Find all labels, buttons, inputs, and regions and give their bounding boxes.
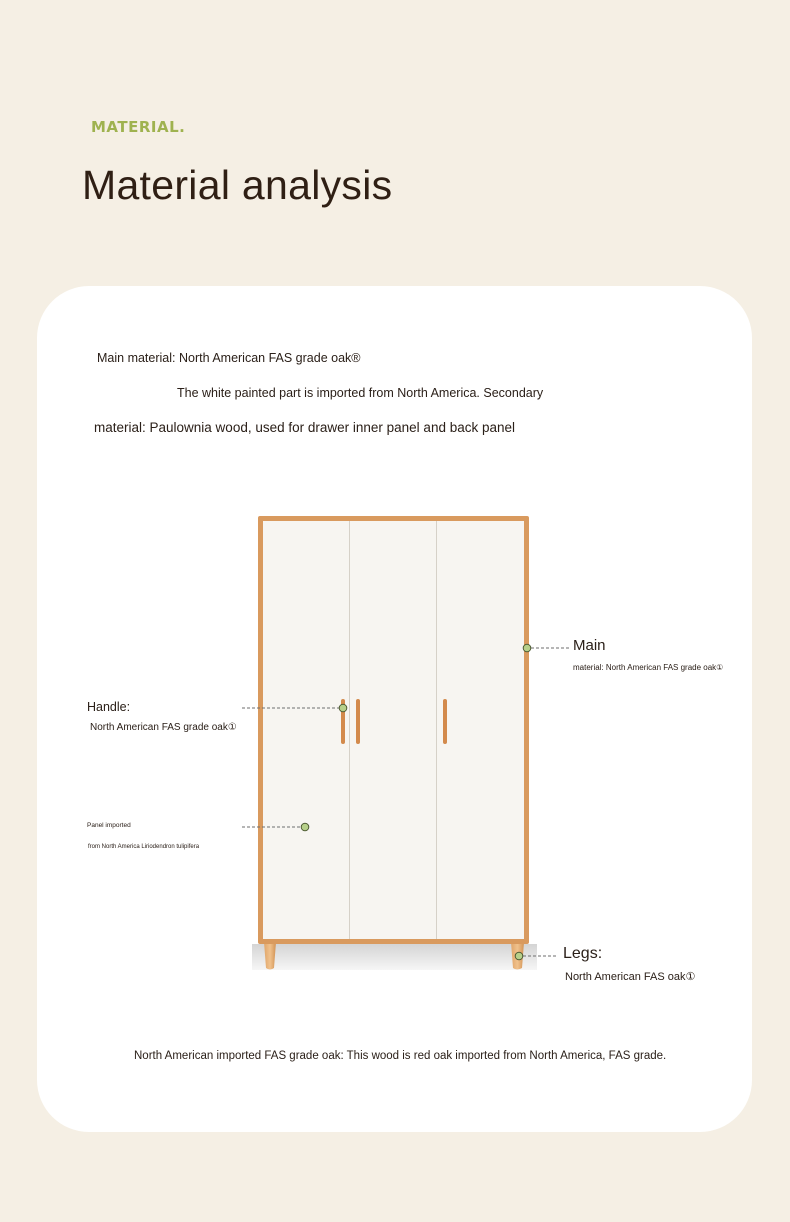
white-paint-text: The white painted part is imported from North America. Secondary <box>177 386 544 400</box>
door-right <box>437 521 524 939</box>
callout-panel-detail: from North America Liriodendron tulipifera <box>88 844 200 850</box>
door-left <box>263 521 349 939</box>
door-middle <box>350 521 436 939</box>
marker-legs-icon <box>515 952 523 960</box>
callout-main-detail: material: North American FAS grade oak① <box>573 663 724 672</box>
marker-main-icon <box>523 644 531 652</box>
leg-left-icon <box>264 942 276 970</box>
section-eyebrow: MATERIAL. <box>91 118 186 136</box>
callout-panel-title: Panel imported <box>87 822 131 829</box>
callout-main-title: Main <box>573 637 606 654</box>
main-material-text: Main material: North American FAS grade oak® <box>97 351 361 365</box>
callout-handle-title: Handle: <box>87 700 131 714</box>
floor-shadow <box>252 944 537 970</box>
callout-legs-detail: North American FAS oak① <box>565 971 696 983</box>
handle-middle-icon <box>356 699 360 744</box>
callout-legs-title: Legs: <box>563 945 603 962</box>
callout-handle-detail: North American FAS grade oak① <box>90 722 237 733</box>
handle-right-icon <box>443 699 447 744</box>
page-title: Material analysis <box>82 162 393 208</box>
secondary-material-text: material: Paulownia wood, used for drawer inner panel and back panel <box>94 420 516 435</box>
footnote-text: North American imported FAS grade oak: This wood is red oak imported from North America, FAS grade. <box>134 1050 667 1062</box>
marker-handle-icon <box>339 704 347 712</box>
marker-panel-icon <box>301 823 309 831</box>
